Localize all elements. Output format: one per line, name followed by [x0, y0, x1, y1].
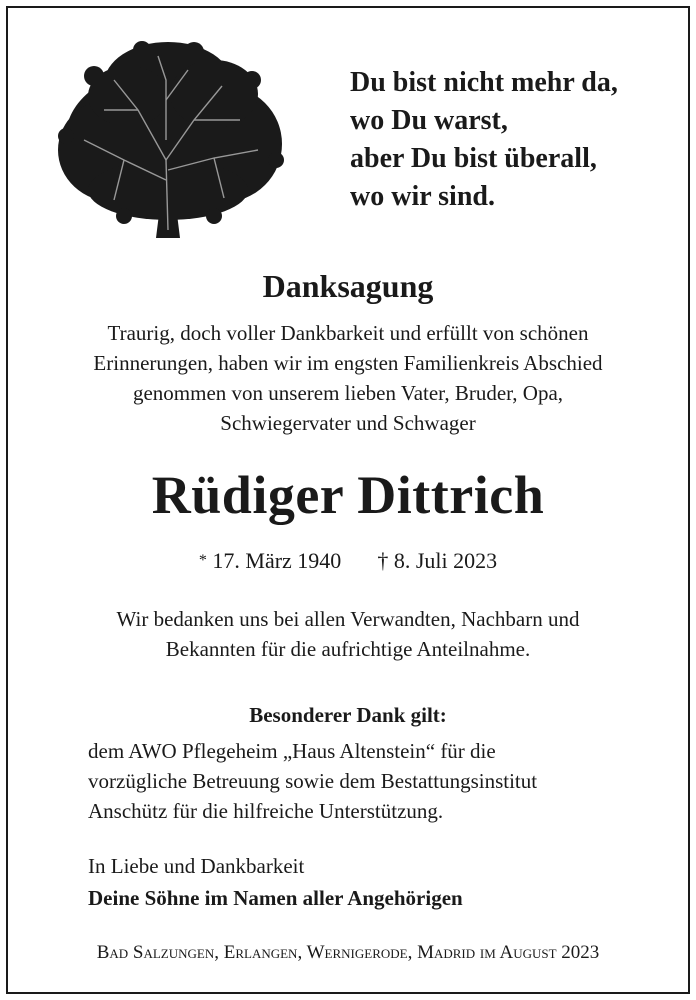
closing-line: In Liebe und Dankbarkeit: [88, 854, 305, 878]
birth-star-icon: *: [198, 552, 207, 569]
poem-line: wo wir sind.: [350, 181, 495, 212]
deceased-name: Rüdiger Dittrich: [151, 465, 545, 525]
special-thanks-title: Besonderer Dank gilt:: [249, 703, 447, 727]
thanks-line: Bekannten für die aufrichtige Anteilnahme.: [165, 637, 531, 661]
thanks-line: Wir bedanken uns bei allen Verwandten, Nachbarn und: [116, 607, 580, 631]
special-line: Anschütz für die hilfreiche Unterstützung.: [88, 799, 444, 823]
intro-line: genommen von unserem lieben Vater, Bruder, Opa,: [132, 381, 564, 405]
places-and-date: Bad Salzungen, Erlangen, Wernigerode, Madrid im August 2023: [96, 942, 600, 963]
poem-line: Du bist nicht mehr da,: [350, 67, 618, 98]
intro-text: [10, 318, 686, 438]
tree-icon: [54, 40, 286, 238]
poem-line: wo Du warst,: [350, 105, 508, 136]
special-line: dem AWO Pflegeheim „Haus Altenstein“ für die: [88, 739, 496, 763]
intro-line: Traurig, doch voller Dankbarkeit und erfüllt von schönen: [107, 321, 589, 345]
special-line: vorzügliche Betreuung sowie dem Bestattungsinstitut: [88, 769, 538, 793]
heading-danksagung: Danksagung: [262, 268, 434, 304]
intro-line: Schwiegervater und Schwager: [220, 411, 476, 435]
thanks-text: [10, 604, 686, 664]
birth-date: 17. März 1940: [212, 548, 342, 573]
closing: [88, 850, 648, 914]
poem-line: aber Du bist überall,: [350, 143, 597, 174]
death-cross-icon: †: [377, 548, 389, 573]
life-dates: [10, 546, 686, 576]
special-thanks-text: [88, 736, 648, 826]
death-date: 8. Juli 2023: [393, 548, 498, 573]
poem: [350, 64, 670, 216]
intro-line: Erinnerungen, haben wir im engsten Familienkreis Abschied: [93, 351, 603, 375]
signature: Deine Söhne im Namen aller Angehörigen: [88, 886, 463, 910]
